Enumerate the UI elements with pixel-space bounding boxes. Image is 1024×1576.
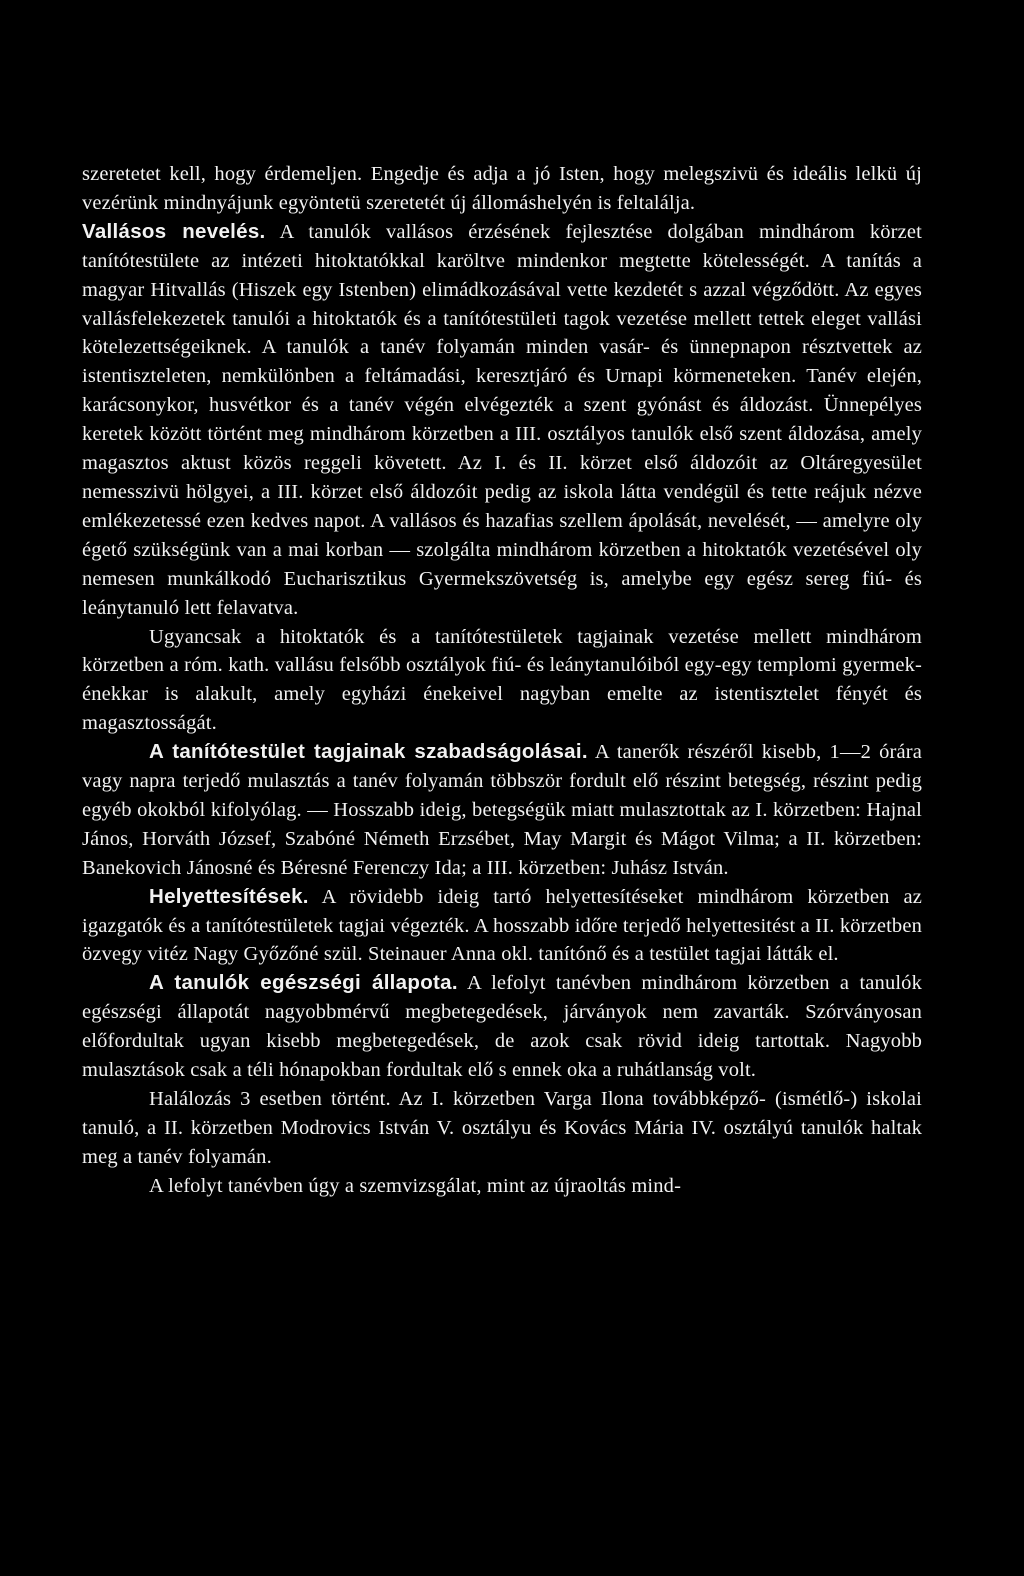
paragraph-text: Ugyancsak a hitoktatók és a tanítótestületek tagjainak vezetése mellett mindhárom körzetben a róm. kath. vallásu felsőbb osztályok fiú- és leánytanulóiból egy-egy templomi gyermek-énekkar is alakult, amely egyházi énekeivel nagyban emelte az istentisztelet fényét és magasztosságát. (82, 625, 922, 735)
section-heading-religious-education: Vallásos nevelés. (82, 219, 266, 243)
paragraph-deaths (82, 1085, 922, 1172)
paragraph-church-choir (82, 623, 922, 739)
paragraph-substitutions (82, 883, 922, 970)
paragraph-text: Halálozás 3 esetben történt. Az I. körzetben Varga Ilona továbbképző- (ismétlő-) iskolai tanuló, a II. körzetben Modrovics István V. osztályu és Kovács Mária IV. osztályú tanulók haltak meg a tanév folyamán. (82, 1088, 922, 1168)
paragraph-staff-leave (82, 738, 922, 883)
document-page (82, 160, 922, 1201)
section-heading-student-health: A tanulók egészségi állapota. (149, 971, 458, 995)
paragraph-text: szeretetet kell, hogy érdemeljen. Engedje és adja a jó Isten, hogy melegszivü és ideális lelkü új vezérünk mindnyájunk egyöntetü szeretetét új állomáshelyén is feltalálja. (82, 163, 922, 214)
paragraph-text: A lefolyt tanévben mindhárom körzetben a tanulók egészségi állapotát nagyobbmérvű megbetegedések, járványok nem zavarták. Szórványosan előfordultak ugyan kisebb megbetegedések, de azok csak rövid ideig tartottak. Nagyobb mulasztások csak a téli hónapokban fordultak elő s ennek oka a ruhátlanság volt. (82, 972, 922, 1082)
paragraph-text: A rövidebb ideig tartó helyettesítéseket mindhárom körzetben az igazgatók és a tanítótestületek tagjai végezték. A hosszabb időre terjedő helyettesitést a II. körzetben özvegy vitéz Nagy Győzőné szül. Steinauer Anna okl. tanítónő és a testület tagjai látták el. (82, 885, 922, 966)
paragraph-eye-exam (82, 1172, 922, 1201)
paragraph-text: A tanerők részéről kisebb, 1—2 órára vagy napra terjedő mulasztás a tanév folyamán többször fordult elő részint betegség, részint pedig egyéb okokból kifolyólag. — Hosszabb ideig, betegségük miatt mulasztottak az I. körzetben: Hajnal János, Horváth József, Szabóné Németh Erzsébet, May Margit és Mágot Vilma; a II. körzetben: Banekovich Jánosné és Béresné Ferenczy Ida; a III. körzetben: Juhász István. (82, 741, 922, 879)
paragraph-text: A tanulók vallásos érzésének fejlesztése dolgában mindhárom körzet tanítótestülete az intézeti hitoktatókkal karöltve mindenkor megtette kötelességét. A tanítás a magyar Hitvallás (Hiszek egy Istenben) elimádkozásával vette kezdetét s azzal végződött. Az egyes vallásfelekezetek tanulói a hitoktatók és a tanítótestületi tagok vezetése mellett tettek eleget vallási kötelezettségeiknek. A tanulók a tanév folyamán minden vasár- és ünnepnapon résztvettek az istentiszteleten, nemkülönben a feltámadási, keresztjáró és Urnapi körmeneteken. Tanév elején, karácsonykor, husvétkor és a tanév végén elvégezték a szent gyónást és áldozást. Ünnepélyes keretek között történt meg mindhárom körzetben a III. osztályos tanulók első szent áldozása, amely magasztos aktust közös reggeli követett. Az I. és II. körzet első áldozóit az Oltáregyesület nemesszivü hölgyei, a III. körzet első áldozóit pedig az iskola látta vendégül és tette reájuk nézve emlékezetessé ezen kedves napot. A vallásos és hazafias szellem ápolását, nevelését, — amelyre oly égető szükségünk van a mai korban — szolgálta mindhárom körzetben a hitoktatók vezetésével oly nemesen munkálkodó Eucharisztikus Gyermekszövetség is, amelybe egy egész sereg fiú- és leánytanuló lett felavatva. (82, 220, 922, 619)
paragraph-text: A lefolyt tanévben úgy a szemvizsgálat, mint az újraoltás mind- (149, 1174, 682, 1197)
paragraph-religious-education (82, 218, 922, 623)
section-heading-staff-leave: A tanítótestület tagjainak szabadságolásai. (149, 740, 588, 764)
paragraph-intro (82, 160, 922, 218)
section-heading-substitutions: Helyettesítések. (149, 884, 309, 908)
paragraph-student-health (82, 969, 922, 1085)
